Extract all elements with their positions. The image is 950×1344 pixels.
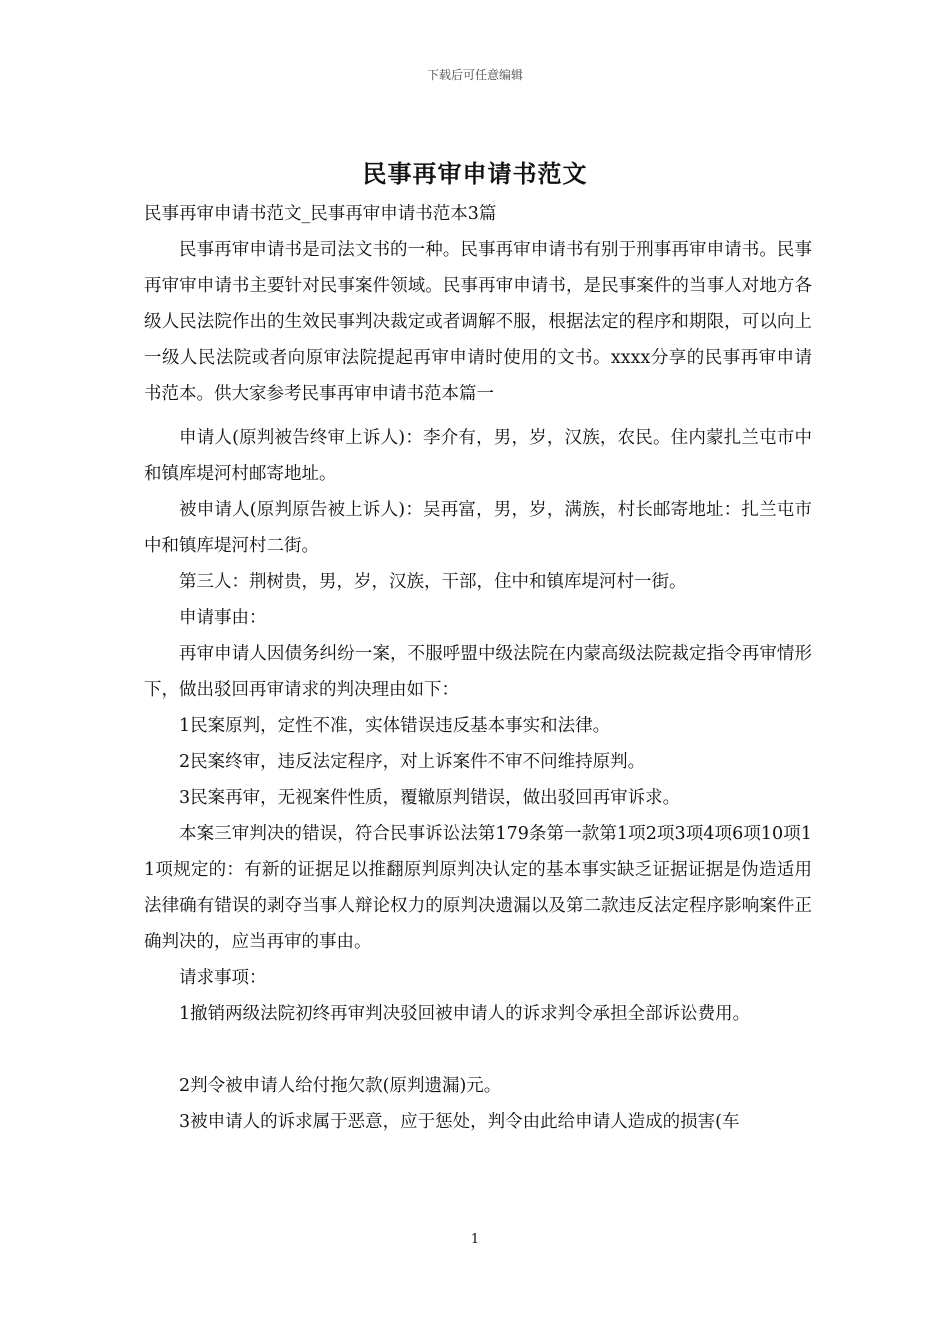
paragraph-legal-basis: 本案三审判决的错误，符合民事诉讼法第179条第一款第1项2项3项4项6项10项11项规定的：有新的证据足以推翻原判原判决认定的基本事实缺乏证据证据是伪造适用法律确有错误的剥夺当事人辩论权力的原判决遗漏以及第二款违反法定程序影响案件正确判决的，应当再审的事由。 [144, 824, 812, 952]
paragraph-reason-item-3: 3民案再审，无视案件性质，覆辙原判错误，做出驳回再审诉求。 [179, 788, 681, 808]
paragraph-reason: 再审申请人因债务纠纷一案，不服呼盟中级法院在内蒙高级法院裁定指令再审情形下，做出驳回再审请求的判决理由如下： [144, 644, 812, 700]
paragraph-request-item-3: 3被申请人的诉求属于恶意，应于惩处，判令由此给申请人造成的损害(车 [179, 1112, 740, 1132]
page-number: 1 [470, 1232, 480, 1247]
header-note: 下载后可任意编辑 [426, 68, 523, 82]
paragraph-respondent: 被申请人(原判原告被上诉人)：吴再富，男，岁，满族，村长邮寄地址：扎兰屯市中和镇库堤河村二街。 [144, 500, 812, 556]
paragraph-request-item-1: 1撤销两级法院初终再审判决驳回被申请人的诉求判令承担全部诉讼费用。 [179, 1004, 751, 1024]
paragraph-request-heading: 请求事项： [179, 968, 267, 988]
paragraph-request-item-2: 2判令被申请人给付拖欠款(原判遗漏)元。 [179, 1076, 502, 1096]
document-title: 民事再审申请书范文 [362, 159, 588, 188]
paragraph-third-party: 第三人：荆树贵，男，岁，汉族，干部，住中和镇库堤河村一街。 [179, 572, 687, 592]
paragraph-reason-heading: 申请事由： [179, 608, 267, 628]
document-subtitle: 民事再审申请书范文_民事再审申请书范本3篇 [144, 204, 497, 224]
paragraph-intro: 民事再审申请书是司法文书的一种。民事再审申请书有别于刑事再审申请书。民事再审审申请书主要针对民事案件领域。民事再审申请书，是民事案件的当事人对地方各级人民法院作出的生效民事判决裁定或者调解不服，根据法定的程序和期限，可以向上一级人民法院或者向原审法院提起再审申请时使用的文书。xxxx分享的民事再审申请书范本。供大家参考民事再审申请书范本篇一 [144, 240, 812, 404]
paragraph-reason-item-2: 2民案终审，违反法定程序，对上诉案件不审不问维持原判。 [179, 752, 646, 772]
paragraph-reason-item-1: 1民案原判，定性不准，实体错误违反基本事实和法律。 [179, 716, 611, 736]
document-body [144, 196, 812, 1140]
paragraph-applicant: 申请人(原判被告终审上诉人)：李介有，男，岁，汉族，农民。住内蒙扎兰屯市中和镇库堤河村邮寄地址。 [144, 428, 812, 484]
